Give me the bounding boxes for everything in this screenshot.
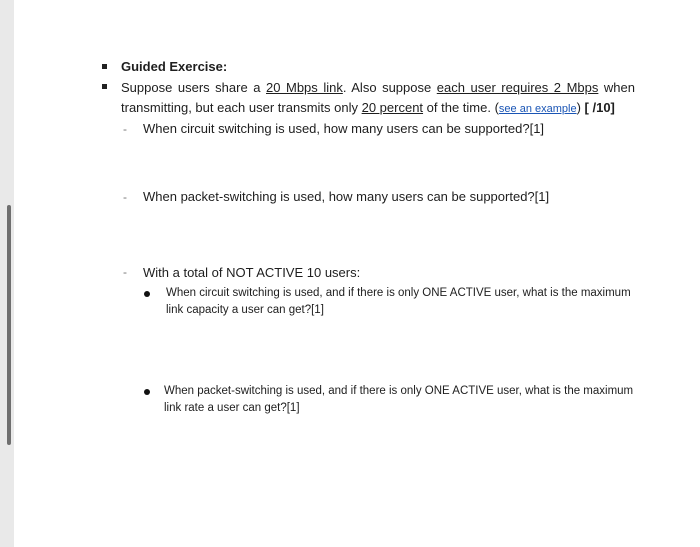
round-bullet-icon: [144, 291, 150, 297]
exercise-statement: [121, 78, 635, 119]
statement-text: . Also suppose: [342, 80, 437, 95]
statement-text: of the time. (: [423, 100, 499, 115]
question-not-active-users: With a total of NOT ACTIVE 10 users:: [143, 265, 361, 280]
user-requirement-text: each user requires 2 Mbps: [436, 80, 599, 95]
activity-percent-text: 20 percent: [361, 100, 424, 115]
see-example-link[interactable]: see an example: [498, 103, 577, 115]
exercise-heading: Guided Exercise:: [121, 59, 228, 74]
statement-text: Suppose users share a: [121, 80, 266, 95]
round-bullet-icon: [144, 389, 150, 395]
dash-bullet-icon: -: [123, 122, 127, 136]
link-capacity-text: 20 Mbps link: [266, 80, 343, 95]
question-packet-switching: When packet-switching is used, how many users can be supported?[1]: [143, 189, 550, 204]
statement-text: when transmitting, but each user transmits only: [121, 80, 635, 115]
dash-bullet-icon: -: [123, 190, 127, 204]
question-circuit-switching: When circuit switching is used, how many users can be supported?[1]: [143, 121, 545, 136]
subquestion-packet-one-active: When packet-switching is used, and if there is only ONE ACTIVE user, what is the maximum link rate a user can get?[1]: [164, 385, 634, 414]
square-bullet-icon: [102, 84, 107, 89]
dash-bullet-icon: -: [123, 265, 127, 279]
square-bullet-icon: [102, 64, 107, 69]
marks-label: [ /10]: [584, 100, 615, 115]
statement-text: ): [576, 100, 585, 115]
subquestion-circuit-one-active: When circuit switching is used, and if there is only ONE ACTIVE user, what is the maximum link capacity a user can get?[1]: [166, 287, 631, 316]
